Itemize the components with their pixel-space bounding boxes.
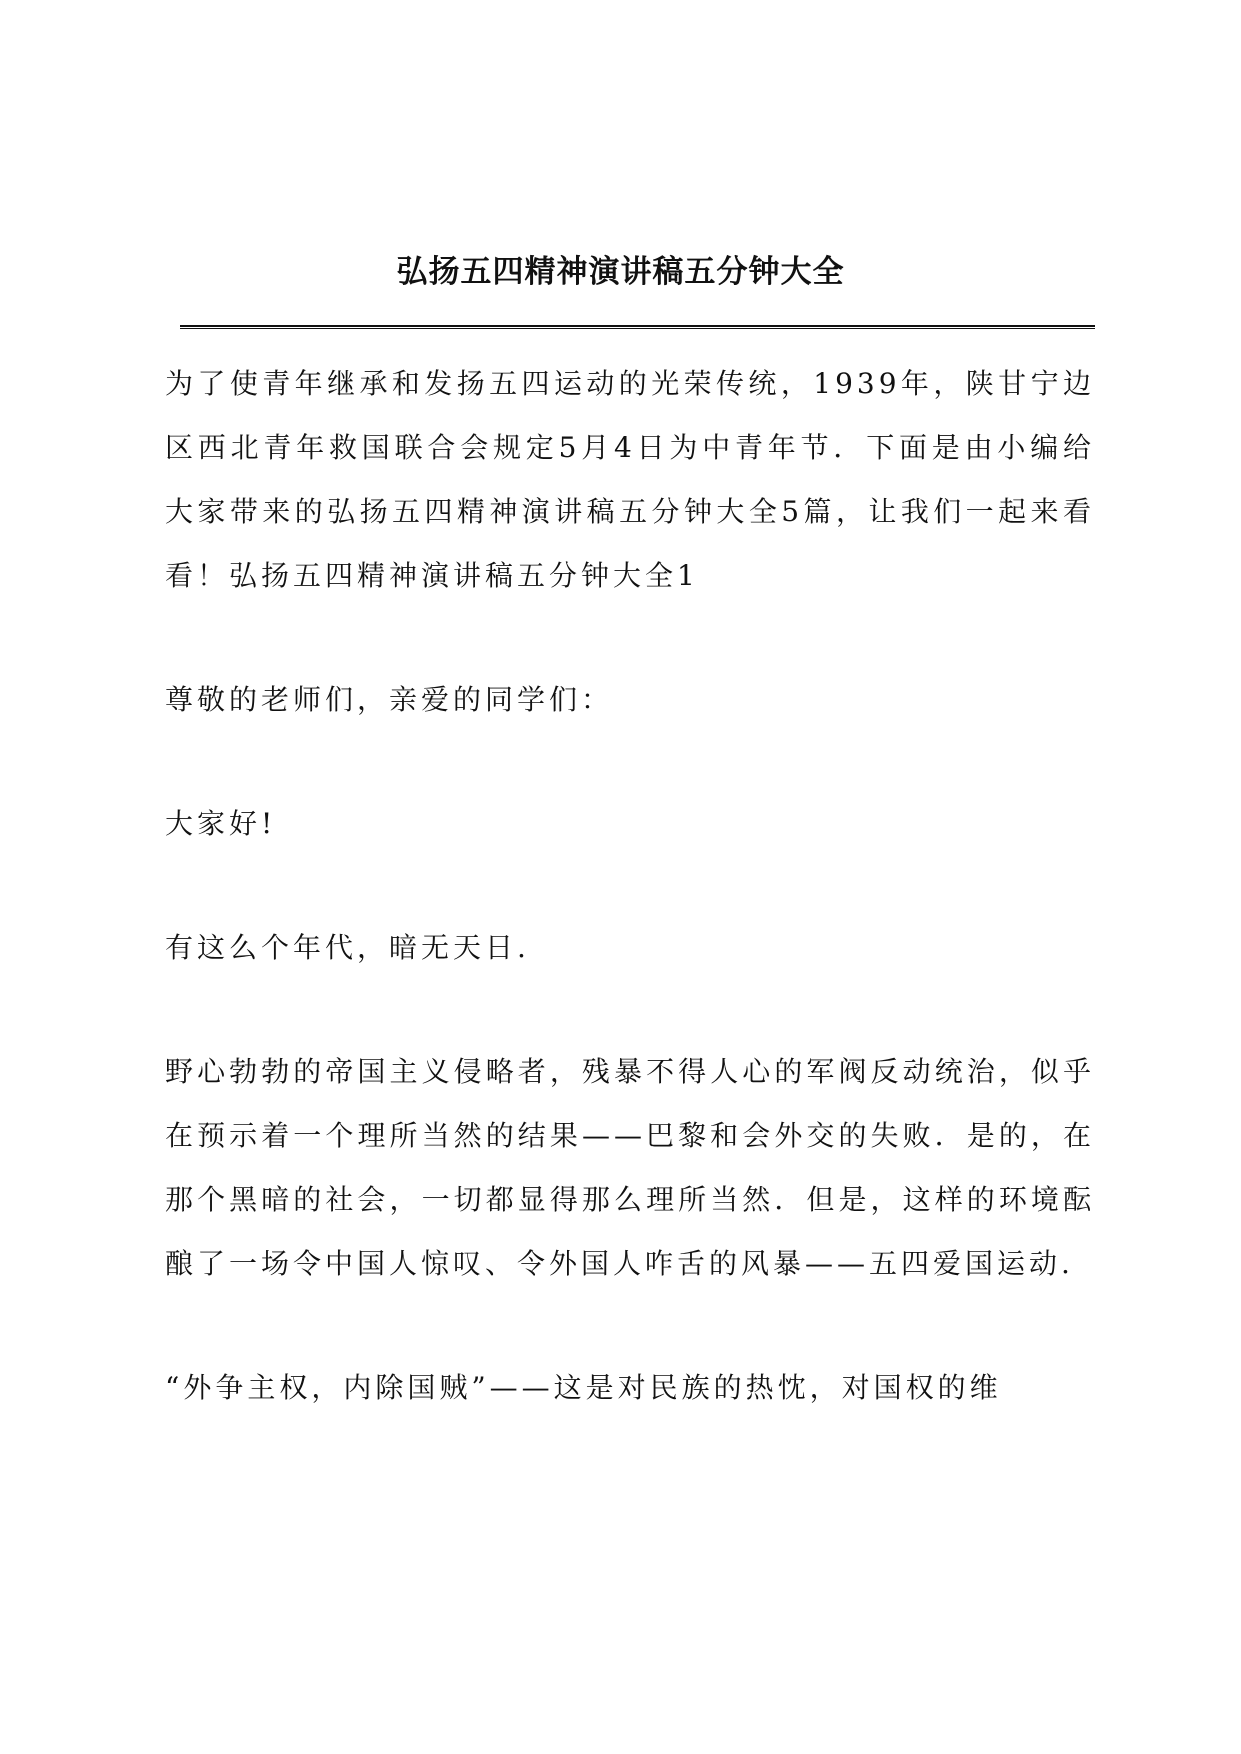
paragraph-intro: 为了使青年继承和发扬五四运动的光荣传统，1939年，陕甘宁边区西北青年救国联合会规定5月4日为中青年节．下面是由小编给大家带来的弘扬五四精神演讲稿五分钟大全5篇，让我们一起来看看！弘扬五四精神演讲稿五分钟大全1 <box>165 367 1095 592</box>
title-double-rule <box>180 325 1095 329</box>
paragraph-era: 有这么个年代，暗无天日. <box>165 931 530 964</box>
paragraph-greeting: 大家好! <box>165 807 277 840</box>
paragraph-salutation: 尊敬的老师们，亲爱的同学们： <box>165 683 614 716</box>
document-title: 弘扬五四精神演讲稿五分钟大全 <box>396 254 845 290</box>
paragraph-history: 野心勃勃的帝国主义侵略者，残暴不得人心的军阀反动统治，似乎在预示着一个理所当然的结果——巴黎和会外交的失败．是的，在那个黑暗的社会，一切都显得那么理所当然．但是，这样的环境酝酿了一场令中国人惊叹、令外国人咋舌的风暴——五四爱国运动. <box>165 1055 1095 1280</box>
document-body <box>165 352 1095 1480</box>
paragraph-slogan: “外争主权，内除国贼”——这是对民族的热忱，对国权的维 <box>165 1371 1002 1404</box>
